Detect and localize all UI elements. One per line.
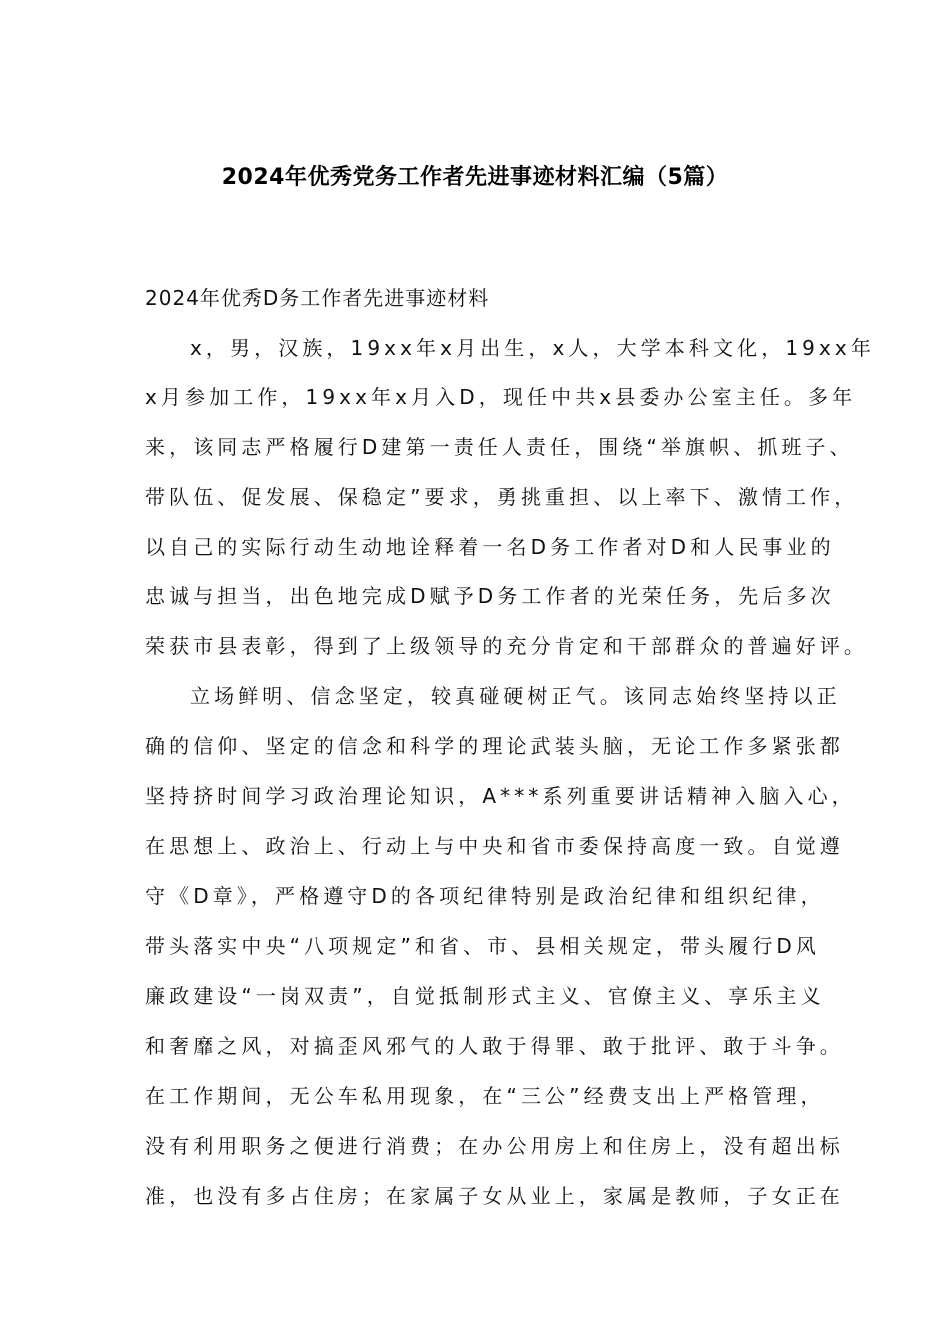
paragraph-line: 忠诚与担当，出色地完成D赋予D务工作者的光荣任务，先后多次 (145, 584, 835, 608)
paragraph-line: 准，也没有多占住房；在家属子女从业上，家属是教师，子女正在 (145, 1184, 844, 1208)
section-heading: 2024年优秀D务工作者先进事迹材料 (145, 286, 490, 310)
paragraph-line: 来，该同志严格履行D建第一责任人责任，围绕“举旗帜、抓班子、 (145, 435, 854, 459)
paragraph-line: 确的信仰、坚定的信念和科学的理论武装头脑，无论工作多紧张都 (145, 734, 844, 758)
paragraph-line: 在工作期间，无公车私用现象，在“三公”经费支出上严格管理， (145, 1084, 825, 1108)
paragraph-line: 以自己的实际行动生动地诠释着一名D务工作者对D和人民事业的 (145, 535, 835, 559)
paragraph-line: 立场鲜明、信念坚定，较真碰硬树正气。该同志始终坚持以正 (190, 684, 841, 708)
paragraph-line: 带头落实中央“八项规定”和省、市、县相关规定，带头履行D风 (145, 934, 821, 958)
paragraph-line: 廉政建设“一岗双责”，自觉抵制形式主义、官僚主义、享乐主义 (145, 984, 825, 1008)
document-title: 2024年优秀党务工作者先进事迹材料汇编（5篇） (221, 165, 729, 190)
paragraph-line: 和奢靡之风，对搞歪风邪气的人敢于得罪、敢于批评、敢于斗争。 (145, 1034, 844, 1058)
paragraph-line: 带队伍、促发展、保稳定”要求，勇挑重担、以上率下、激情工作， (145, 485, 859, 509)
paragraph-line: x月参加工作，19xx年x月入D，现任中共x县委办公室主任。多年 (145, 385, 857, 409)
paragraph-line: 荣获市县表彰，得到了上级领导的充分肯定和干部群众的普遍好评。 (145, 634, 868, 658)
paragraph-line: 没有利用职务之便进行消费；在办公用房上和住房上，没有超出标 (145, 1134, 844, 1158)
paragraph-line: x，男，汉族，19xx年x月出生，x人，大学本科文化，19xx年 (190, 336, 875, 360)
paragraph-line: 坚持挤时间学习政治理论知识，A***系列重要讲话精神入脑入心， (145, 784, 856, 808)
paragraph-line: 守《D章》，严格遵守D的各项纪律特别是政治纪律和组织纪律， (145, 884, 825, 908)
paragraph-line: 在思想上、政治上、行动上与中央和省市委保持高度一致。自觉遵 (145, 834, 844, 858)
